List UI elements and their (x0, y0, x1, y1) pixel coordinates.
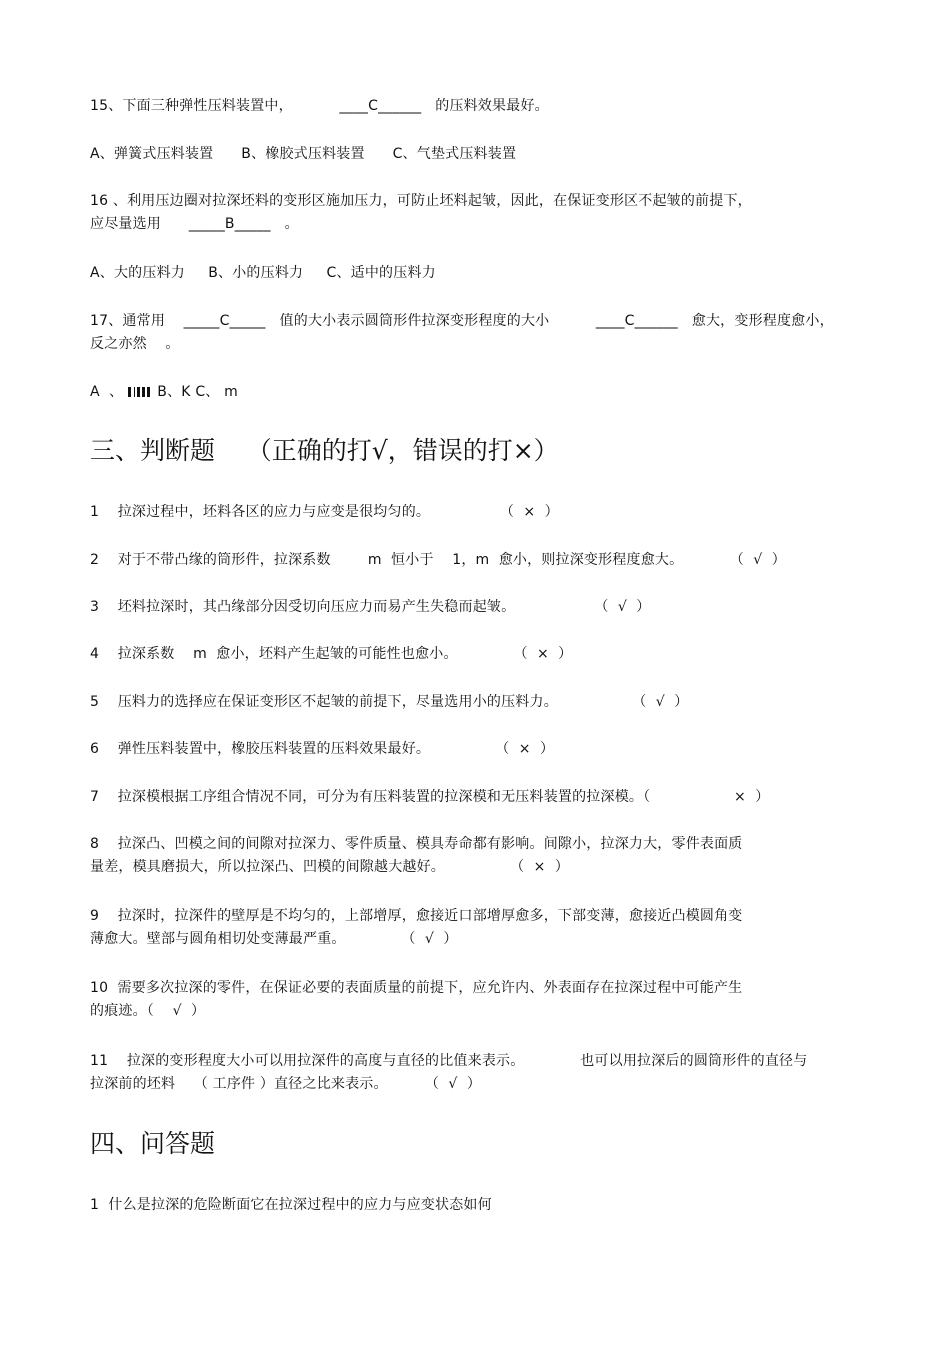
question-17-options (90, 383, 238, 401)
question-15-options: A、弹簧式压料装置 B、橡胶式压料装置 C、气垫式压料装置 (90, 146, 517, 162)
question-17-options-prefix: A 、 (90, 384, 124, 400)
section-4-heading: 四、问答题 (90, 1129, 216, 1158)
short-answer-question-1: 1 什么是拉深的危险断面它在拉深过程中的应力与应变状态如何 (90, 1197, 492, 1213)
question-15: 15、下面三种弹性压料装置中， ____C______ 的压料效果最好。 (90, 98, 549, 114)
judgment-item-9-line-1: 9 拉深时，拉深件的壁厚是不均匀的，上部增厚，愈接近口部增厚愈多，下部变薄，愈接近凸模圆角变 (90, 908, 743, 924)
judgment-item-7: 7 拉深模根据工序组合情况不同，可分为有压料装置的拉深模和无压料装置的拉深模。（ × ） (90, 789, 770, 805)
judgment-item-5: 5 压料力的选择应在保证变形区不起皱的前提下，尽量选用小的压料力。 （ √ ） (90, 694, 689, 710)
question-17-options-suffix: B、K C、 m (157, 384, 238, 400)
judgment-item-6: 6 弹性压料装置中，橡胶压料装置的压料效果最好。 （ × ） (90, 741, 555, 757)
judgment-item-8-line-2: 量差，模具磨损大，所以拉深凸、凹模的间隙越大越好。 （ × ） (90, 859, 570, 875)
judgment-item-8-line-1: 8 拉深凸、凹模之间的间隙对拉深力、零件质量、模具寿命都有影响。间隙小，拉深力大，零件表面质 (90, 836, 743, 852)
judgment-item-4: 4 拉深系数 m 愈小，坯料产生起皱的可能性也愈小。 （ × ） (90, 646, 573, 662)
judgment-item-1: 1 拉深过程中，坯料各区的应力与应变是很均匀的。 （ × ） (90, 504, 559, 520)
section-3-heading: 三、判断题 （正确的打√，错误的打×） (90, 436, 559, 465)
judgment-item-3: 3 坯料拉深时，其凸缘部分因受切向压应力而易产生失稳而起皱。 （ √ ） (90, 599, 651, 615)
judgment-item-2: 2 对于不带凸缘的筒形件，拉深系数 m 恒小于 1，m 愈小，则拉深变形程度愈大。 （ √ ） (90, 552, 786, 568)
garbled-glyph-image (125, 387, 155, 397)
question-17-line-2: 反之亦然 。 (90, 336, 180, 352)
question-16-options: A、大的压料力 B、小的压料力 C、适中的压料力 (90, 265, 436, 281)
question-16-line-1: 16 、利用压边圈对拉深坯料的变形区施加压力，可防止坯料起皱，因此，在保证变形区不起皱的前提下， (90, 193, 752, 209)
judgment-item-10-line-2: 的痕迹。（ √ ） (90, 1003, 206, 1019)
judgment-item-11-line-1: 11 拉深的变形程度大小可以用拉深件的高度与直径的比值来表示。 也可以用拉深后的圆筒形件的直径与 (90, 1053, 808, 1069)
judgment-item-10-line-1: 10 需要多次拉深的零件，在保证必要的表面质量的前提下，应允许内、外表面存在拉深过程中可能产生 (90, 980, 743, 996)
question-16-line-2: 应尽量选用 _____B_____ 。 (90, 216, 299, 232)
judgment-item-9-line-2: 薄愈大。壁部与圆角相切处变薄最严重。 （ √ ） (90, 931, 458, 947)
question-17-line-1: 17、通常用 _____C_____ 值的大小表示圆筒形件拉深变形程度的大小 ____C______ 愈大，变形程度愈小， (90, 313, 834, 329)
judgment-item-11-line-2: 拉深前的坯料 （ 工序件 ）直径之比来表示。 （ √ ） (90, 1076, 482, 1092)
